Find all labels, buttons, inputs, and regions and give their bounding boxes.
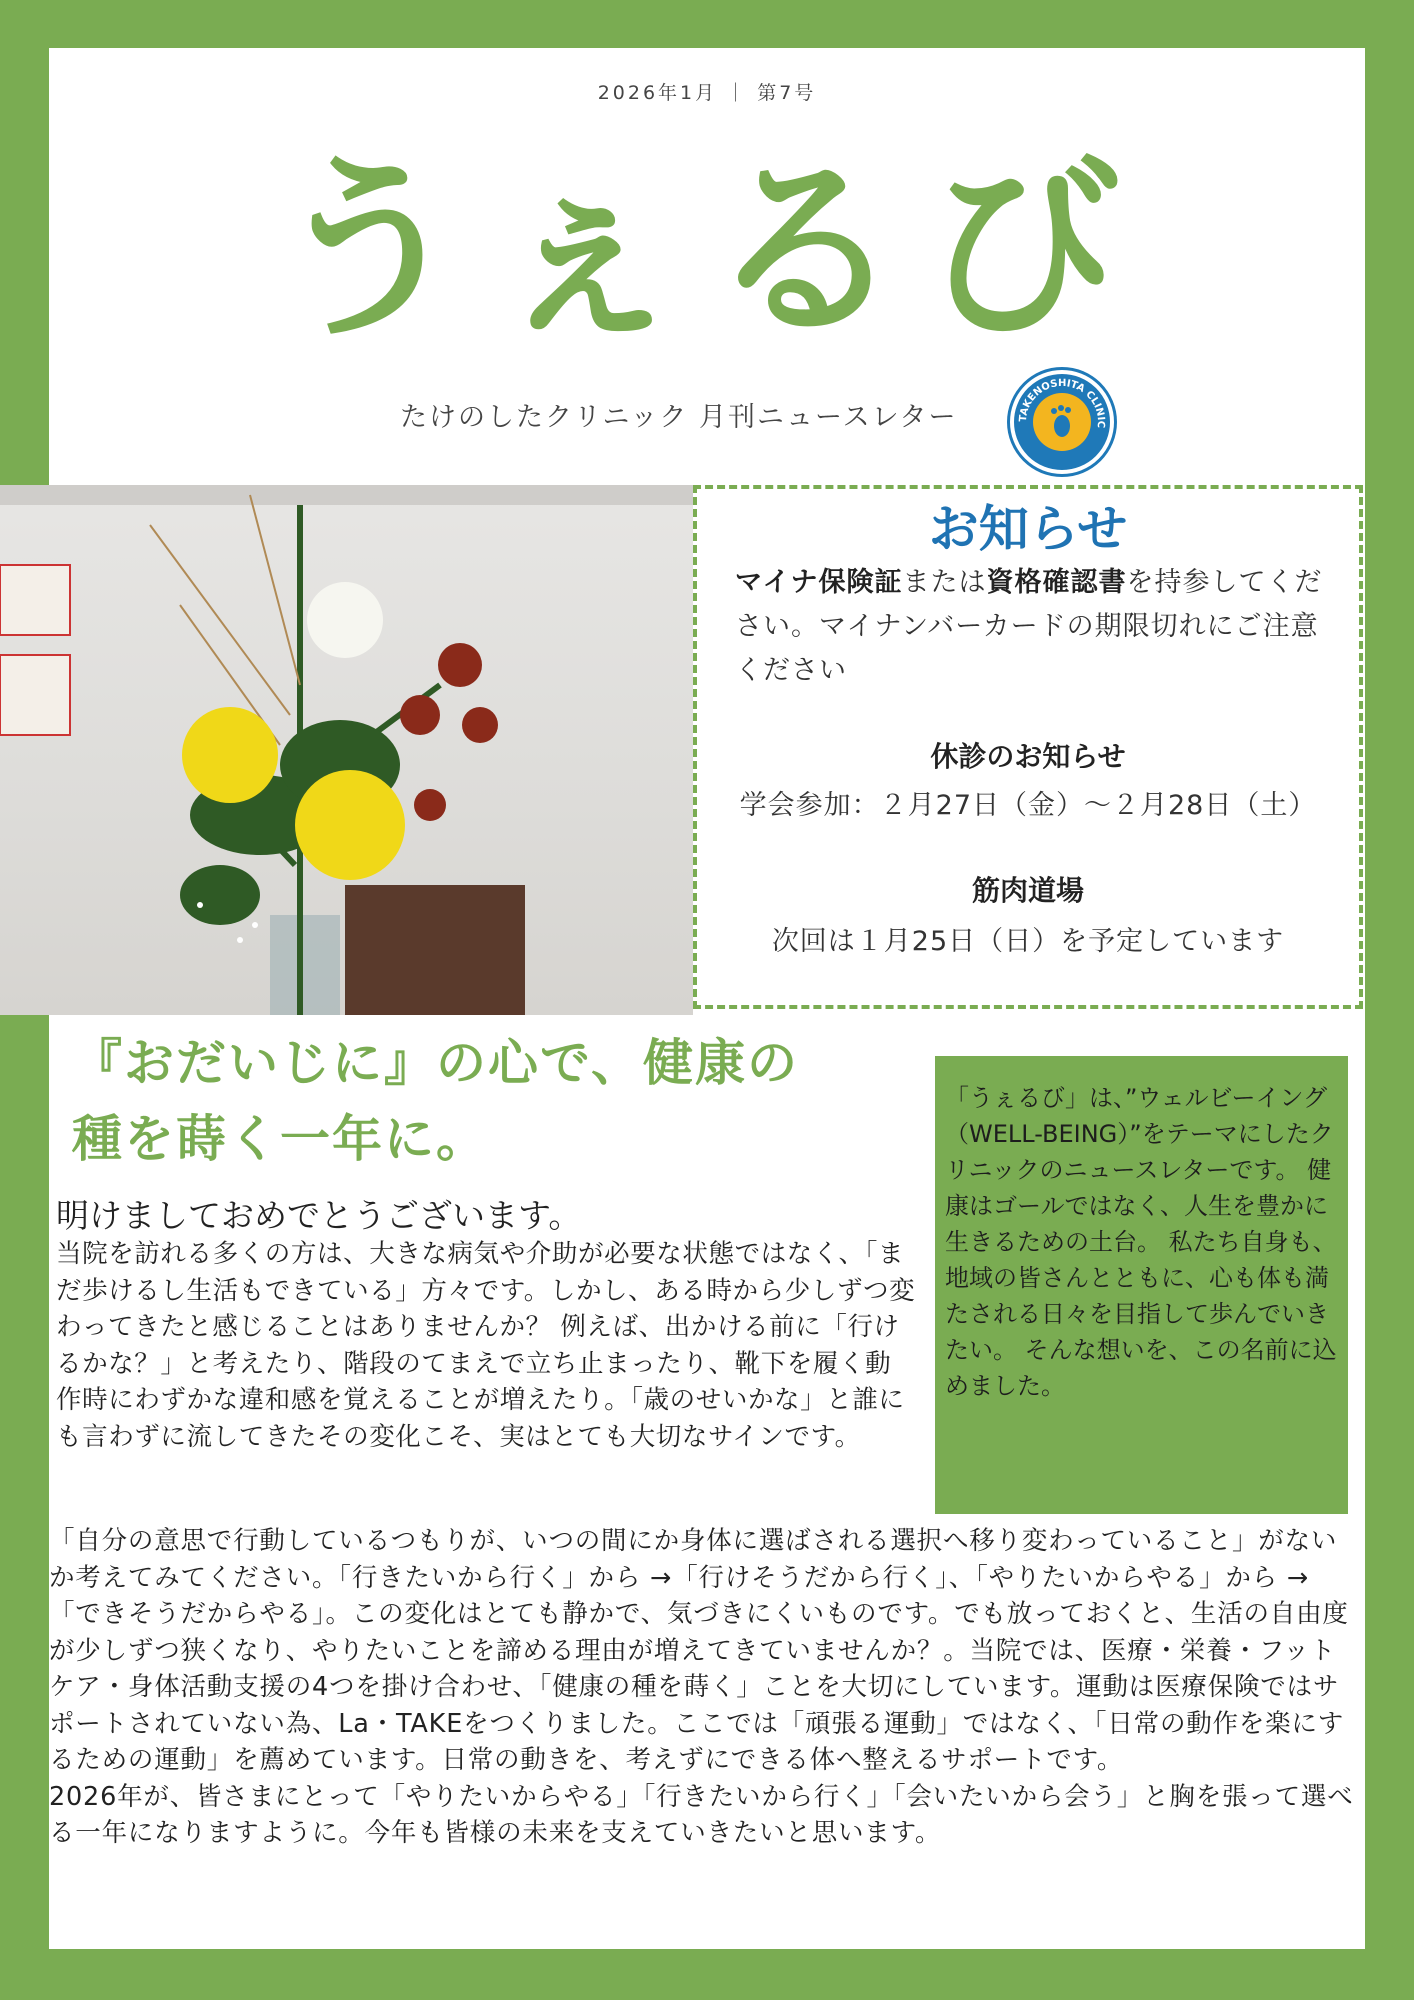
article-paragraph-2: 「自分の意思で行動しているつもりが、いつの間にか身体に選ばされる選択へ移り変わっていること」がないか考えてみてください。「行きたいから行く」から →「行けそうだから行く」、「やりたいからやる」から →「できそうだからやる」。この変化はとても静かで、気づきにくいものです。でも放っておくと、生活の自由度が少しずつ狭くなり、やりたいことを諦める理由が増えてきていませんか？。当院では、医療・栄養・フットケア・身体活動支援の4つを掛け合わせ、「健康の種を蒔く」ことを大切にしています。運動は医療保険ではサポートされていない為、La・TAKEをつくりました。ここでは「頑張る運動」ではなく、「日常の動作を楽にするための運動」を薦めています。日常の動きを、考えずにできる体へ整えるサポートです。 [49, 1526, 1349, 1775]
clinic-logo [1010, 370, 1114, 474]
about-sidebox: 「うぇるび」は、”ウェルビーイング（WELL-BEING）”をテーマにしたクリニックのニュースレターです。 健康はゴールではなく、人生を豊かに生きるための土台。 私たち自身も、地域の皆さんとともに、心も体も満たされる日々を目指して歩んでいきたい。 そんな想いを、この名前に込めました。 [935, 1056, 1348, 1514]
newsletter-title: うぇるび [270, 135, 1143, 365]
article-paragraph-3: 2026年が、皆さまにとって「やりたいからやる」「行きたいから行く」「会いたいから会う」と胸を張って選べる一年になりますように。今年も皆様の未来を支えていきたいと思います。 [49, 1781, 1354, 1848]
headline-line-1: 『おだいじに』の心で、健康の [72, 1034, 799, 1092]
logo-text: TAKENOSHITA CLINIC [1017, 377, 1107, 429]
closure-heading: 休診のお知らせ [930, 740, 1126, 773]
notice-box [693, 485, 1363, 1009]
greeting: 明けましておめでとうございます。 [56, 1196, 582, 1235]
issue-label: 2026年1月 ｜ 第7号 [597, 82, 817, 104]
notice-bold-mynacard: マイナ保険証 [735, 567, 903, 598]
logo-ring-text [1014, 374, 1110, 470]
notice-text-part: を持参してください。マイナンバーカードの期限切れにご注意ください [735, 567, 1323, 686]
article-headline [72, 1025, 902, 1177]
article-body-1: 当院を訪れる多くの方は、大きな病気や介助が必要な状態ではなく、「まだ歩けるし生活もできている」方々です。しかし、ある時から少しずつ変わってきたと感じることはありませんか？ 例えば、出かける前に「行けるかな？」と考えたり、階段のてまえで立ち止まったり、靴下を履く動作時にわずかな違和感を覚えることが増えたり。「歳のせいかな」と誰にも言わずに流してきたその変化こそ、実はとても大切なサインです。 [56, 1239, 916, 1452]
notice-text-part: または [902, 567, 987, 598]
closure-text: 学会参加：２月27日（金）～２月28日（土） [739, 790, 1317, 821]
notice-insurance-text [735, 561, 1335, 693]
dojo-heading: 筋肉道場 [971, 874, 1084, 907]
headline-line-2: 種を蒔く一年に。 [72, 1110, 488, 1168]
svg-text:TAKENOSHITA CLINIC [1018, 378, 1106, 428]
article-body-2 [49, 1523, 1354, 1852]
flower-arrangement-photo [0, 485, 693, 1015]
dojo-text: 次回は１月25日（日）を予定しています [771, 926, 1285, 957]
notice-title: お知らせ [928, 500, 1128, 558]
notice-bold-certificate: 資格確認書 [986, 567, 1127, 598]
newsletter-subtitle: たけのしたクリニック 月刊ニュースレター [400, 402, 958, 433]
